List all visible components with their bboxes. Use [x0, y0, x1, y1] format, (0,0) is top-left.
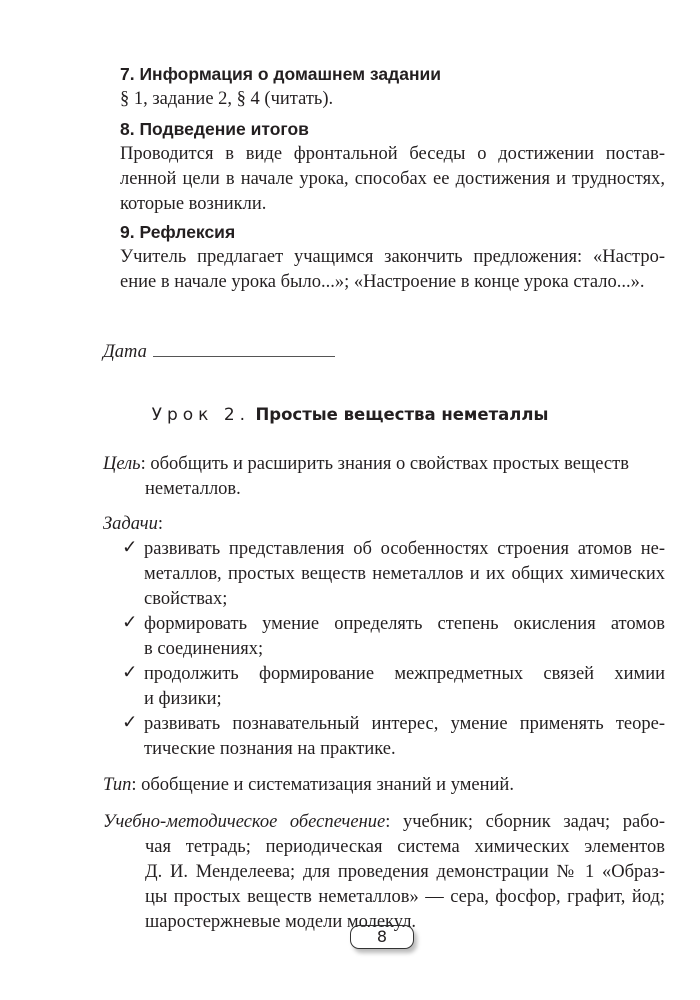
text-line: и физики; — [144, 689, 222, 709]
text-line: : учебник; сборник задач; рабо- — [385, 812, 666, 832]
text-line: Д. И. Менделеева; для проведения демонстрации № 1 «Образ- — [145, 862, 665, 882]
task-item — [122, 662, 665, 712]
section-heading: 7. Информация о домашнем задании — [120, 64, 442, 84]
lesson-title: Простые вещества неметаллы — [255, 405, 549, 424]
text-line: продолжить формирование межпредметных связей химии — [144, 664, 665, 684]
lesson-heading — [0, 405, 700, 425]
text-line: формировать умение определять степень окисления атомов — [144, 614, 665, 634]
tasks-colon: : — [157, 514, 163, 534]
support-label: Учебно-методическое обеспечение — [103, 812, 386, 832]
text-line: ение в начале урока было...»; «Настроение в конце урока стало...». — [120, 272, 645, 292]
text-line: неметаллов. — [145, 479, 241, 499]
checkmark-icon: ✓ — [122, 538, 138, 558]
tasks — [103, 512, 665, 537]
text-line: ленной цели в начале урока, способах ее достижения и трудностях, — [120, 169, 665, 189]
text-line: Учитель предлагает учащимся закончить предложения: «Настро- — [120, 247, 665, 267]
section-homework — [120, 62, 665, 112]
text-line: развивать представления об особенностях строения атомов не- — [144, 539, 665, 559]
text-line: в соединениях; — [144, 639, 264, 659]
goal-label: Цель — [103, 454, 141, 474]
lesson-number: Урок 2. — [151, 405, 251, 425]
text-line: свойствах; — [144, 589, 228, 609]
lesson-type — [103, 773, 514, 798]
tasks-list — [122, 537, 665, 762]
goal — [103, 452, 665, 502]
text-line: Проводится в виде фронтальной беседы о достижении постав- — [120, 144, 665, 164]
checkmark-icon: ✓ — [122, 713, 138, 733]
checkmark-icon: ✓ — [122, 613, 138, 633]
text-line: чая тетрадь; периодическая система химических элементов — [145, 837, 665, 857]
task-item — [122, 537, 665, 612]
page-number: 8 — [350, 925, 414, 949]
section-reflection — [120, 220, 665, 295]
checkmark-icon: ✓ — [122, 663, 138, 683]
text-line: шаростержневые модели молекул. — [145, 912, 417, 932]
text-line: § 1, задание 2, § 4 (читать). — [120, 89, 334, 109]
date-blank-line — [153, 340, 335, 357]
methodical-support — [103, 810, 665, 935]
text-line: : обобщить и расширить знания о свойствах простых веществ — [140, 454, 629, 474]
text-line: цы простых веществ неметаллов» — сера, фосфор, графит, йод; — [145, 887, 665, 907]
text-line: развивать познавательный интерес, умение применять теоре- — [144, 714, 665, 734]
section-heading: 9. Рефлексия — [120, 222, 236, 242]
text-line: металлов, простых веществ неметаллов и их общих химических — [144, 564, 665, 584]
text-line: тические познания на практике. — [144, 739, 396, 759]
section-heading: 8. Подведение итогов — [120, 119, 309, 139]
text-line: которые возникли. — [120, 194, 267, 214]
tasks-label: Задачи — [103, 514, 158, 534]
section-summary — [120, 117, 665, 217]
date-field — [103, 340, 335, 363]
date-label: Дата — [103, 342, 147, 362]
task-item — [122, 612, 665, 662]
type-label: Тип — [103, 775, 132, 795]
task-item — [122, 712, 665, 762]
text-line: : обобщение и систематизация знаний и умений. — [131, 775, 514, 795]
